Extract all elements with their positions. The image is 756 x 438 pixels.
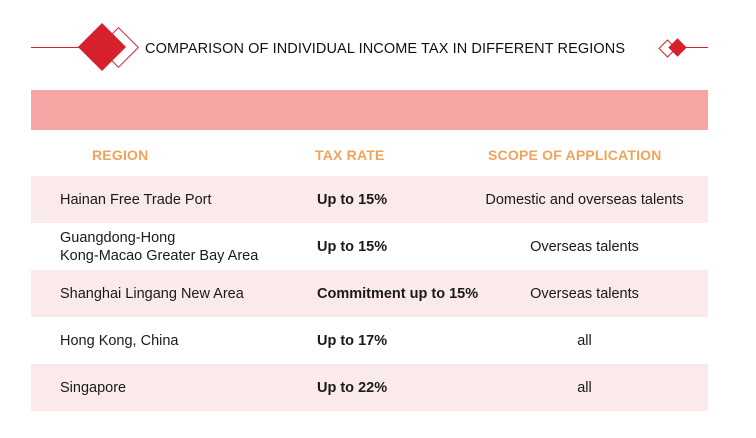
region-text: Hainan Free Trade Port xyxy=(60,191,212,208)
column-header-tax-rate: TAX RATE xyxy=(315,147,385,163)
cell-scope: Overseas talents xyxy=(530,285,639,302)
cell-region xyxy=(60,332,310,350)
table-row xyxy=(31,223,708,270)
tax-comparison-table xyxy=(31,130,708,411)
cell-scope: Domestic and overseas talents xyxy=(485,191,684,208)
region-text: Guangdong-Hong xyxy=(60,229,176,246)
region-text: Singapore xyxy=(60,379,127,396)
region-text: Kong-Macao Greater Bay Area xyxy=(60,247,259,264)
region-text: Shanghai Lingang New Area xyxy=(60,285,244,302)
title-area xyxy=(0,0,756,80)
cell-region xyxy=(60,285,310,303)
page-title: COMPARISON OF INDIVIDUAL INCOME TAX IN DIFFERENT REGIONS xyxy=(145,41,626,57)
cell-tax-rate: Up to 15% xyxy=(317,191,388,208)
table-header-row xyxy=(31,130,708,176)
cell-tax-rate: Up to 22% xyxy=(317,379,388,396)
column-header-region: REGION xyxy=(92,147,149,163)
cell-tax-rate: Up to 15% xyxy=(317,238,388,255)
cell-region xyxy=(60,379,310,397)
cell-region xyxy=(60,191,310,209)
cell-region xyxy=(60,229,310,265)
column-header-scope: SCOPE OF APPLICATION xyxy=(488,147,662,163)
table-row xyxy=(31,270,708,317)
table-row xyxy=(31,364,708,411)
cell-scope: Overseas talents xyxy=(530,238,639,255)
table-row xyxy=(31,317,708,364)
cell-tax-rate: Up to 17% xyxy=(317,332,388,349)
header-banner xyxy=(31,90,708,130)
cell-tax-rate: Commitment up to 15% xyxy=(317,285,479,302)
table-row xyxy=(31,176,708,223)
region-text: Hong Kong, China xyxy=(60,332,179,349)
cell-scope: all xyxy=(577,332,592,349)
title-divider-right xyxy=(686,47,708,48)
cell-scope: all xyxy=(577,379,592,396)
